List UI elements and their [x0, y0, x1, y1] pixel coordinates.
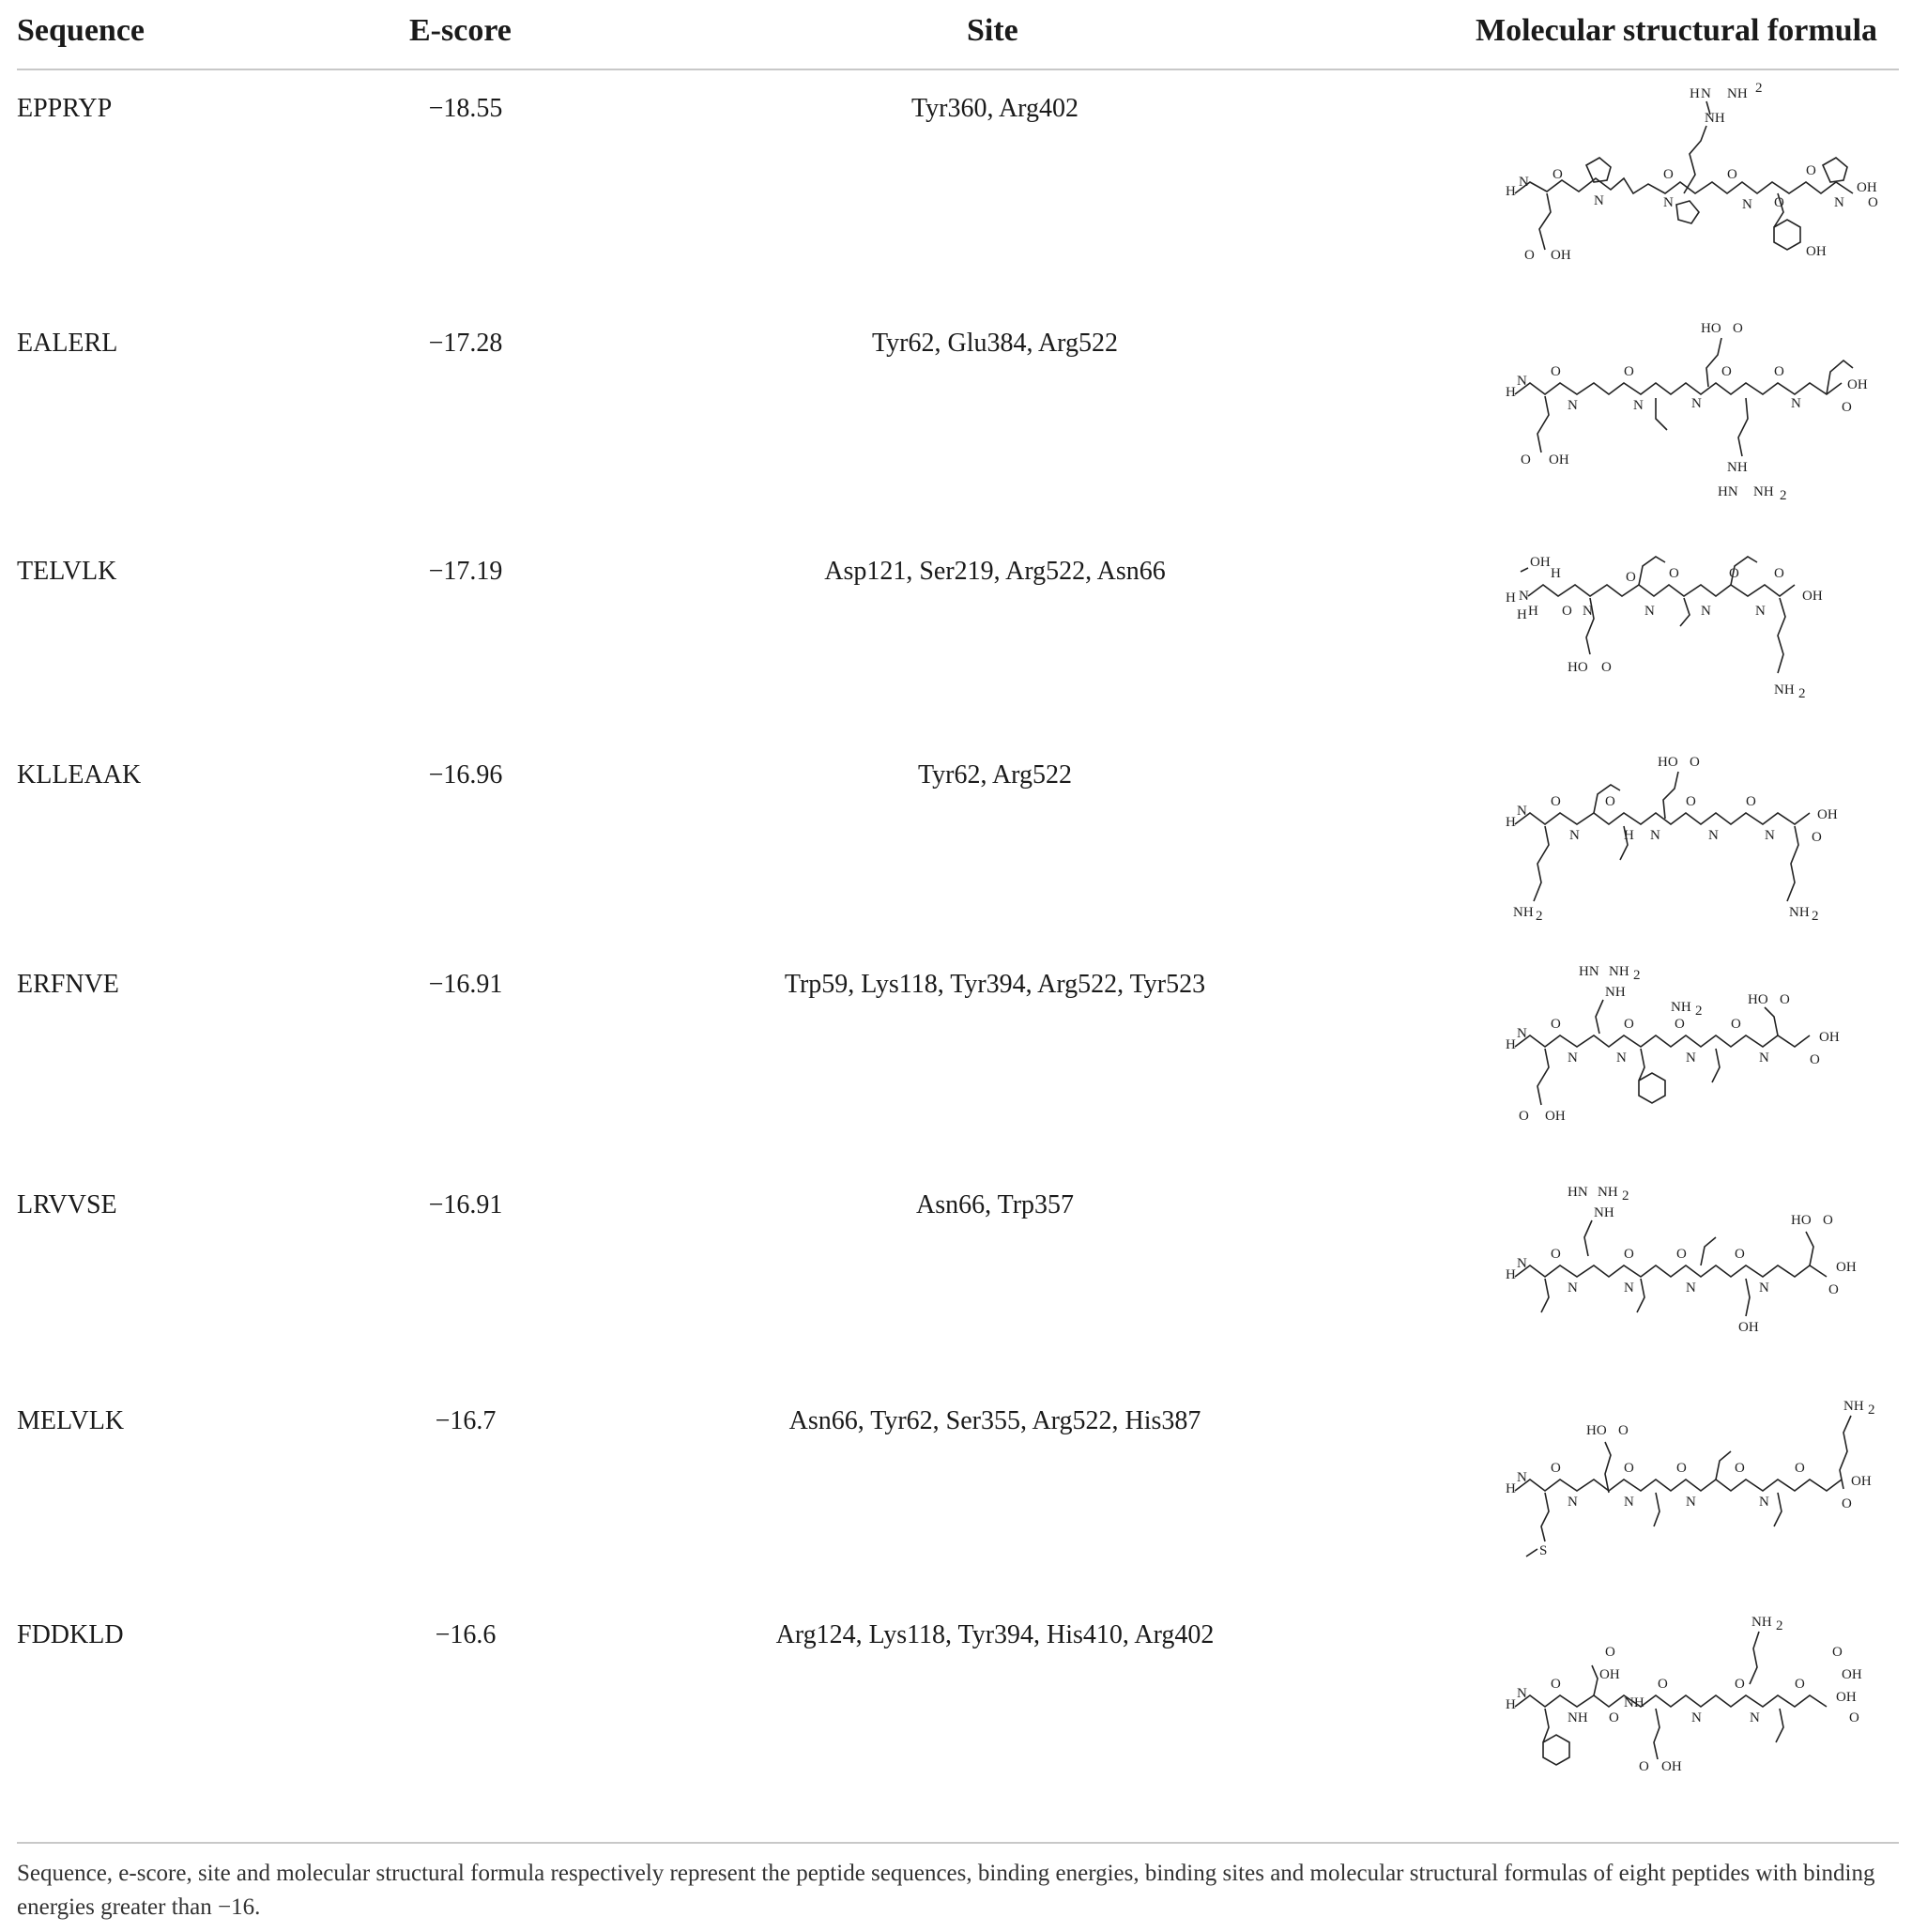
svg-text:O: O	[1624, 1247, 1634, 1262]
svg-text:O: O	[1609, 1710, 1619, 1725]
svg-text:2: 2	[1798, 686, 1806, 701]
svg-text:N: N	[1517, 1256, 1527, 1271]
svg-text:O: O	[1810, 1052, 1820, 1067]
svg-text:N: N	[1633, 398, 1644, 413]
escore-cell: −17.28	[428, 329, 503, 358]
svg-text:OH: OH	[1549, 452, 1569, 468]
svg-text:OH: OH	[1842, 1667, 1862, 1682]
svg-text:O: O	[1735, 1461, 1745, 1476]
svg-text:N: N	[1834, 195, 1844, 210]
table-row	[0, 1615, 1912, 1808]
svg-text:O: O	[1521, 452, 1531, 468]
escore-cell: −16.91	[428, 970, 503, 999]
svg-text:O: O	[1868, 195, 1878, 210]
svg-text:N: N	[1765, 828, 1775, 843]
molecular-structure-image	[1492, 544, 1887, 731]
svg-text:OH: OH	[1661, 1759, 1682, 1774]
sequence-cell: LRVVSE	[17, 1190, 117, 1219]
svg-text:O: O	[1624, 364, 1634, 379]
svg-text:O: O	[1729, 566, 1739, 581]
svg-text:N: N	[1568, 1280, 1578, 1296]
svg-text:N: N	[1691, 1710, 1702, 1725]
svg-text:O: O	[1812, 830, 1822, 845]
sequence-cell: EPPRYP	[17, 94, 113, 123]
svg-text:O: O	[1551, 364, 1561, 379]
svg-text:NH: NH	[1624, 1695, 1644, 1710]
svg-text:N: N	[1691, 396, 1702, 411]
svg-text:OH: OH	[1802, 589, 1823, 604]
svg-text:O: O	[1842, 1496, 1852, 1511]
svg-text:O: O	[1551, 1677, 1561, 1692]
svg-text:H: H	[1506, 815, 1516, 830]
svg-text:N: N	[1686, 1495, 1696, 1510]
svg-text:OH: OH	[1806, 244, 1827, 259]
svg-text:NH: NH	[1671, 1000, 1691, 1015]
svg-text:O: O	[1551, 1247, 1561, 1262]
site-cell: Arg124, Lys118, Tyr394, His410, Arg402	[775, 1620, 1215, 1649]
table-row	[0, 755, 1912, 948]
svg-text:O: O	[1735, 1677, 1745, 1692]
molecular-structure-image	[1492, 958, 1887, 1146]
table-row	[0, 81, 1912, 282]
svg-text:N: N	[1517, 1470, 1527, 1485]
svg-text:N: N	[1517, 1686, 1527, 1701]
svg-text:O: O	[1795, 1677, 1805, 1692]
svg-text:OH: OH	[1819, 1030, 1840, 1045]
site-cell: Tyr62, Glu384, Arg522	[872, 329, 1118, 358]
svg-text:O: O	[1690, 755, 1700, 770]
svg-text:O: O	[1733, 321, 1743, 336]
svg-text:OH: OH	[1551, 248, 1571, 263]
svg-text:H: H	[1506, 385, 1516, 400]
svg-text:OH: OH	[1847, 377, 1868, 392]
site-cell: Tyr360, Arg402	[911, 94, 1078, 123]
svg-text:O: O	[1828, 1282, 1839, 1297]
svg-text:H: H	[1690, 86, 1700, 101]
molecular-structure-image	[1492, 1179, 1887, 1367]
escore-cell: −16.96	[428, 760, 503, 790]
svg-text:N: N	[1644, 604, 1655, 619]
svg-text:NH: NH	[1753, 484, 1774, 499]
site-cell: Asp121, Ser219, Arg522, Asn66	[824, 557, 1166, 586]
svg-text:O: O	[1832, 1645, 1843, 1660]
svg-text:O: O	[1551, 794, 1561, 809]
site-cell: Tyr62, Arg522	[918, 760, 1072, 790]
svg-text:H: H	[1506, 1697, 1516, 1712]
svg-text:N: N	[1594, 193, 1604, 208]
svg-text:2: 2	[1776, 1618, 1783, 1633]
svg-text:O: O	[1618, 1423, 1629, 1438]
molecular-structure-image	[1492, 1395, 1887, 1583]
svg-text:N: N	[1568, 1495, 1578, 1510]
svg-text:N: N	[1701, 86, 1711, 101]
svg-text:N: N	[1569, 828, 1580, 843]
svg-text:N: N	[1742, 197, 1752, 212]
svg-text:O: O	[1842, 400, 1852, 415]
svg-text:N: N	[1686, 1280, 1696, 1296]
svg-text:O: O	[1551, 1017, 1561, 1032]
svg-text:H: H	[1506, 1267, 1516, 1282]
svg-text:N: N	[1517, 804, 1527, 819]
svg-text:O: O	[1823, 1213, 1833, 1228]
svg-text:N: N	[1759, 1495, 1769, 1510]
table-footnote: Sequence, e-score, site and molecular structural formula respectively represent the peptide sequences, binding energies, binding sites and molecular structural formulas of eight peptides with binding energies greater than −16.	[17, 1861, 1875, 1920]
svg-text:N: N	[1686, 1050, 1696, 1066]
svg-text:N: N	[1708, 828, 1719, 843]
table-header	[0, 0, 1912, 69]
svg-text:H: H	[1624, 828, 1634, 843]
svg-text:N: N	[1519, 589, 1529, 604]
svg-text:OH: OH	[1599, 1667, 1620, 1682]
svg-text:H: H	[1506, 1481, 1516, 1496]
sequence-cell: EALERL	[17, 329, 118, 358]
site-cell: Trp59, Lys118, Tyr394, Arg522, Tyr523	[784, 970, 1206, 999]
svg-text:OH: OH	[1817, 807, 1838, 822]
svg-text:NH: NH	[1843, 1399, 1864, 1414]
svg-text:NH: NH	[1727, 460, 1748, 475]
svg-text:N: N	[1624, 1495, 1634, 1510]
svg-text:N: N	[1701, 604, 1711, 619]
svg-text:NH: NH	[1751, 1615, 1772, 1630]
svg-text:O: O	[1727, 167, 1737, 182]
svg-text:OH: OH	[1545, 1109, 1566, 1124]
header-sequence: Sequence	[17, 13, 145, 48]
svg-text:O: O	[1806, 163, 1816, 178]
svg-text:NH: NH	[1594, 1205, 1614, 1220]
molecular-structure-image	[1492, 745, 1887, 933]
svg-text:HO: HO	[1658, 755, 1678, 770]
svg-text:2: 2	[1536, 909, 1543, 924]
svg-text:OH: OH	[1857, 180, 1877, 195]
svg-text:OH: OH	[1836, 1690, 1857, 1705]
molecular-structure-image	[1492, 1609, 1887, 1797]
svg-text:H: H	[1506, 590, 1516, 606]
svg-text:NH: NH	[1598, 1185, 1618, 1200]
header-site: Site	[967, 13, 1018, 48]
table-row	[0, 1185, 1912, 1378]
svg-text:O: O	[1658, 1677, 1668, 1692]
svg-text:2: 2	[1633, 968, 1641, 983]
svg-text:N: N	[1663, 195, 1674, 210]
escore-cell: −18.55	[428, 94, 503, 123]
svg-text:HO: HO	[1568, 660, 1588, 675]
svg-text:O: O	[1849, 1710, 1859, 1725]
svg-text:O: O	[1524, 248, 1535, 263]
svg-text:N: N	[1755, 604, 1766, 619]
svg-text:NH: NH	[1513, 905, 1534, 920]
svg-text:O: O	[1669, 566, 1679, 581]
svg-text:N: N	[1624, 1280, 1634, 1296]
svg-text:N: N	[1616, 1050, 1627, 1066]
svg-text:2: 2	[1755, 81, 1763, 96]
svg-text:O: O	[1675, 1017, 1685, 1032]
header-rule	[17, 69, 1899, 70]
escore-cell: −16.7	[435, 1406, 497, 1435]
sequence-cell: FDDKLD	[17, 1620, 124, 1649]
svg-text:O: O	[1774, 566, 1784, 581]
svg-text:O: O	[1601, 660, 1612, 675]
table-row	[0, 557, 1912, 744]
sequence-cell: KLLEAAK	[17, 760, 142, 790]
svg-text:O: O	[1551, 1461, 1561, 1476]
svg-text:H: H	[1551, 566, 1561, 581]
svg-text:O: O	[1686, 794, 1696, 809]
svg-text:O: O	[1721, 364, 1732, 379]
header-escore: E-score	[409, 13, 512, 48]
escore-cell: −17.19	[428, 557, 503, 586]
svg-text:NH: NH	[1774, 682, 1795, 698]
svg-text:H: H	[1528, 604, 1538, 619]
svg-text:O: O	[1562, 604, 1572, 619]
svg-text:2: 2	[1622, 1188, 1629, 1204]
svg-text:O: O	[1676, 1461, 1687, 1476]
svg-text:O: O	[1795, 1461, 1805, 1476]
molecular-structure-image	[1492, 314, 1887, 501]
svg-text:OH: OH	[1851, 1474, 1872, 1489]
svg-text:2: 2	[1780, 488, 1787, 501]
svg-text:O: O	[1676, 1247, 1687, 1262]
footer-rule	[17, 1842, 1899, 1844]
svg-text:N: N	[1750, 1710, 1760, 1725]
svg-text:2: 2	[1868, 1403, 1875, 1418]
svg-text:N: N	[1519, 175, 1529, 190]
svg-text:O: O	[1774, 195, 1784, 210]
molecular-structure-image	[1492, 81, 1887, 268]
svg-text:O: O	[1663, 167, 1674, 182]
svg-text:S: S	[1539, 1543, 1548, 1558]
table-row	[0, 1399, 1912, 1594]
svg-text:H: H	[1517, 607, 1527, 622]
svg-text:O: O	[1735, 1247, 1745, 1262]
escore-cell: −16.6	[435, 1620, 497, 1649]
svg-text:H: H	[1506, 184, 1516, 199]
sequence-cell: ERFNVE	[17, 970, 119, 999]
svg-text:O: O	[1639, 1759, 1649, 1774]
svg-text:HN: HN	[1579, 964, 1599, 979]
site-cell: Asn66, Tyr62, Ser355, Arg522, His387	[788, 1406, 1201, 1435]
svg-text:2: 2	[1695, 1004, 1703, 1019]
svg-text:N: N	[1583, 604, 1593, 619]
svg-text:N: N	[1759, 1280, 1769, 1296]
svg-text:O: O	[1553, 167, 1563, 182]
svg-text:O: O	[1605, 794, 1615, 809]
svg-text:N: N	[1517, 1026, 1527, 1041]
svg-text:NH: NH	[1605, 985, 1626, 1000]
svg-text:O: O	[1519, 1109, 1529, 1124]
svg-text:OH: OH	[1738, 1320, 1759, 1335]
svg-text:NH: NH	[1568, 1710, 1588, 1725]
escore-cell: −16.91	[428, 1190, 503, 1219]
svg-text:O: O	[1624, 1461, 1634, 1476]
svg-text:N: N	[1568, 398, 1578, 413]
svg-text:OH: OH	[1530, 555, 1551, 570]
svg-text:O: O	[1774, 364, 1784, 379]
svg-text:HN: HN	[1568, 1185, 1588, 1200]
table-row	[0, 321, 1912, 516]
svg-text:O: O	[1624, 1017, 1634, 1032]
svg-text:NH: NH	[1789, 905, 1810, 920]
svg-text:HN: HN	[1718, 484, 1738, 499]
svg-text:N: N	[1759, 1050, 1769, 1066]
svg-text:NH: NH	[1705, 111, 1725, 126]
svg-text:HO: HO	[1701, 321, 1721, 336]
svg-text:H: H	[1506, 1037, 1516, 1052]
svg-text:HO: HO	[1791, 1213, 1812, 1228]
svg-text:O: O	[1746, 794, 1756, 809]
svg-text:O: O	[1731, 1017, 1741, 1032]
header-formula: Molecular structural formula	[1476, 13, 1878, 48]
sequence-cell: MELVLK	[17, 1406, 125, 1435]
svg-text:N: N	[1568, 1050, 1578, 1066]
svg-text:OH: OH	[1836, 1260, 1857, 1275]
table-row	[0, 964, 1912, 1158]
svg-text:HO: HO	[1586, 1423, 1607, 1438]
svg-text:N: N	[1791, 396, 1801, 411]
svg-text:O: O	[1780, 992, 1790, 1007]
svg-text:O: O	[1605, 1645, 1615, 1660]
svg-text:N: N	[1650, 828, 1660, 843]
svg-text:NH: NH	[1609, 964, 1629, 979]
svg-text:N: N	[1517, 374, 1527, 389]
svg-text:HO: HO	[1748, 992, 1768, 1007]
svg-text:O: O	[1626, 570, 1636, 585]
site-cell: Asn66, Trp357	[915, 1190, 1075, 1219]
sequence-cell: TELVLK	[17, 557, 117, 586]
svg-text:NH: NH	[1727, 86, 1748, 101]
svg-text:2: 2	[1812, 909, 1819, 924]
